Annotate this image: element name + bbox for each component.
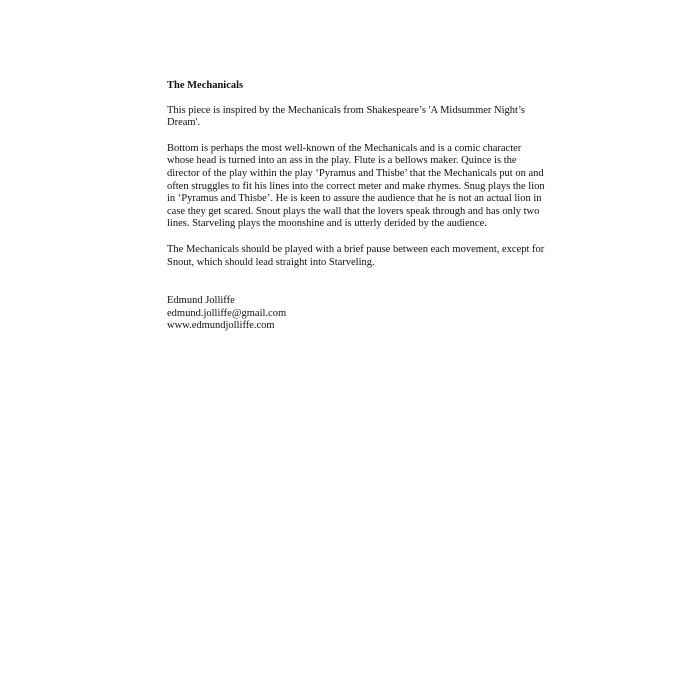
document-body — [167, 80, 547, 333]
author-website: www.edmundjolliffe.com — [167, 320, 275, 332]
author-email: edmund.jolliffe@gmail.com — [167, 307, 287, 319]
author-name: Edmund Jolliffe — [167, 295, 235, 307]
intro-paragraph: This piece is inspired by the Mechanicals from Shakespeare’s 'A Midsummer Night’s Dream'. — [167, 104, 525, 129]
signature-block — [167, 295, 547, 333]
characters-paragraph: Bottom is perhaps the most well-known of the Mechanicals and is a comic character whose head is turned into an ass in the play. Flute is a bellows maker. Quince is the director of the play within the play ‘Pyramus and Thisbe’ that the Mechanicals put on and often struggles to fit his lines into the correct meter and make rhymes. Snug plays the lion in ‘Pyramus and Thisbe’. He is keen to assure the audience that he is not an actual lion in case they get scared. Snout plays the wall that the lovers speak through and has only two lines. Starveling plays the moonshine and is utterly derided by the audience. — [167, 142, 545, 230]
performance-note-paragraph: The Mechanicals should be played with a brief pause between each movement, except for Snout, which should lead straight into Starveling. — [167, 243, 545, 268]
document-title: The Mechanicals — [167, 80, 244, 91]
